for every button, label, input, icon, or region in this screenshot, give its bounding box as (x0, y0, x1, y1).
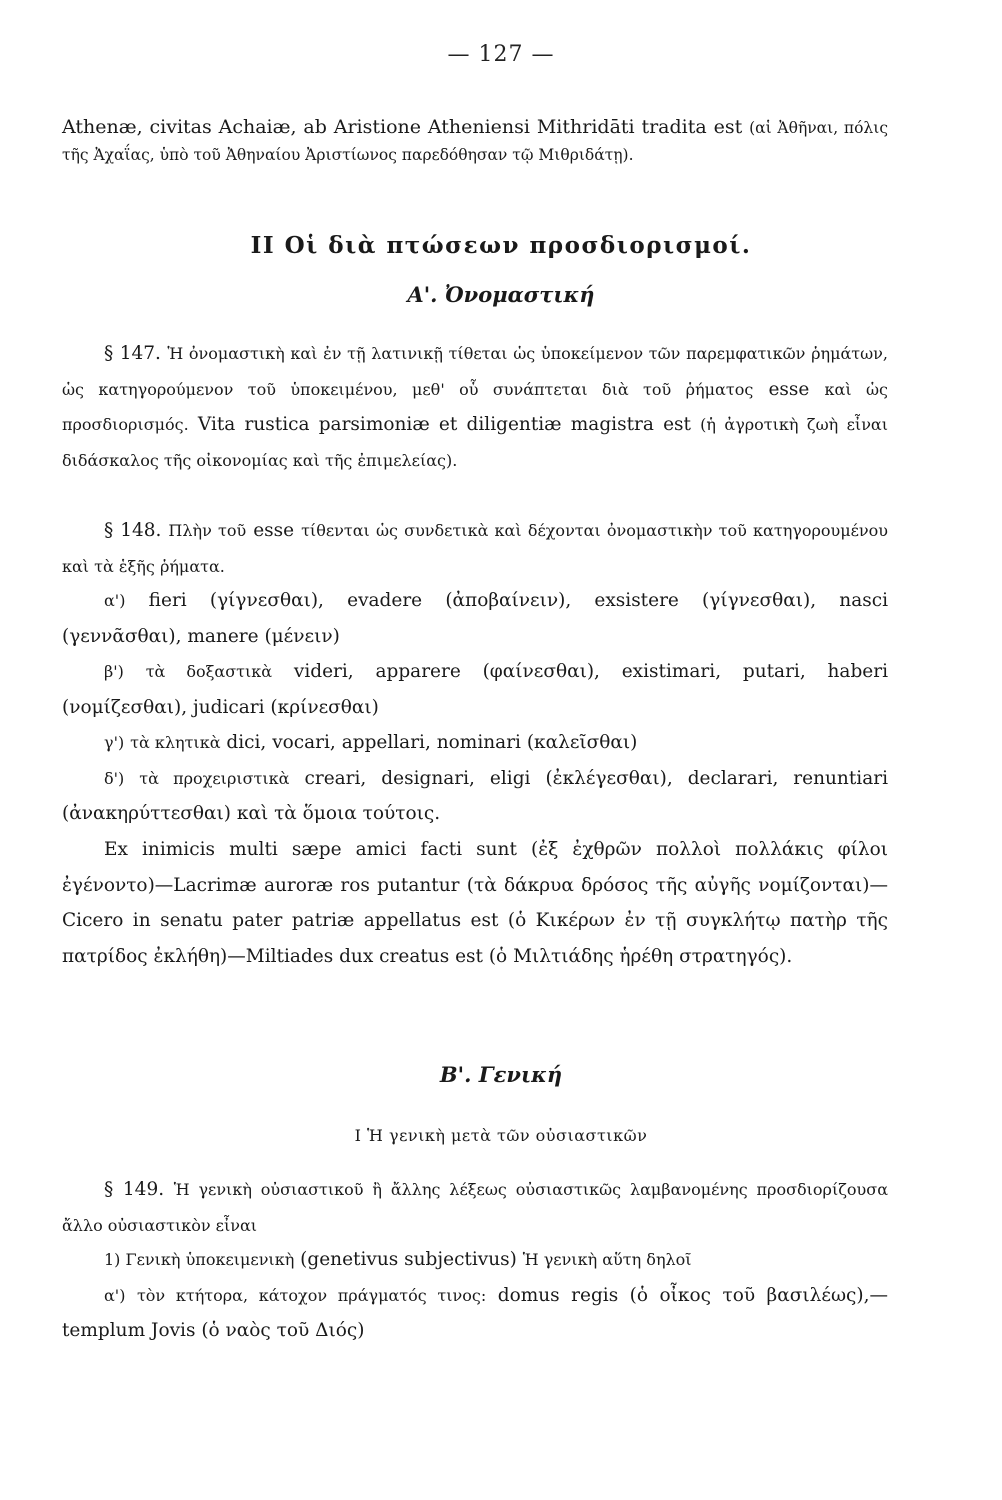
paragraph-149 (62, 1172, 888, 1243)
subsection-genitive: Β'. Γενική (439, 1062, 563, 1087)
paragraph-147 (62, 336, 888, 478)
p148-text-1: Πλὴν τοῦ (168, 521, 247, 540)
examples-paragraph (62, 832, 888, 974)
page-number: — 127 — (447, 42, 555, 67)
p149-text: Ἡ γενικὴ οὐσιαστικοῦ ἢ ἄλλης λέξεως οὐσιαστικῶς λαμβανομένης προσδιορίζουσα ἄλλο οὐσιαστικὸν εἶναι (62, 1180, 888, 1235)
list-item: α') fieri (γίγνεσθαι), evadere (ἀποβαίνειν), exsistere (γίγνεσθαι), nasci (γεννᾶσθαι), manere (μένειν) (62, 590, 888, 647)
intro-latin: Athenæ, civitas Achaiæ, ab Aristione Atheniensi Mithridāti tradita est (62, 116, 743, 138)
genitive-subjective (62, 1242, 888, 1349)
p147-text-2: καὶ ὡς προσδιορισμός. (62, 379, 888, 434)
p147-latin-example: Vita rustica parsimoniæ et diligentiæ magistra est (197, 414, 691, 435)
paragraph-148 (62, 513, 888, 584)
p147-text-3: (ἡ ἀγροτικὴ ζωὴ εἶναι διδάσκαλος τῆς οἰκονομίας καὶ τῆς ἐπιμελείας). (62, 415, 888, 470)
paragraph-number: § 147. (104, 343, 161, 364)
intro-greek: (αἱ Ἀθῆναι, πόλις τῆς Ἀχαΐας, ὑπὸ τοῦ Ἀθηναίου Ἀριστίωνος παρεδόθησαν τῷ Μιθριδάτῃ). (62, 119, 888, 164)
p148-text-2: τίθενται ὡς συνδετικὰ καὶ δέχονται ὀνομαστικὴν τοῦ κατηγορουμένου καὶ τὰ ἑξῆς ῥήματα. (62, 521, 889, 576)
section-title: II Οἱ διὰ πτώσεων προσδιορισμοί. (250, 232, 752, 259)
list-item: 1) Γενικὴ ὑποκειμενικὴ (genetivus subjectivus) Ἡ γενικὴ αὕτη δηλοῖ (104, 1249, 692, 1270)
examples-text: Ex inimicis multi sæpe amici facti sunt (ἐξ ἐχθρῶν πολλοὶ πολλάκις φίλοι ἐγένοντο)—Lacrimæ auroræ ros putantur (τὰ δάκρυα δρόσος τῆς αὐγῆς νομίζονται)—Cicero in senatu pater patriæ appellatus est (ὁ Κικέρων ἐν τῇ συγκλήτῳ πατὴρ τῆς πατρίδος ἐκλήθη)—Miltiades dux creatus est (ὁ Μιλτιάδης ἡρέθη στρατηγός). (62, 839, 888, 967)
verb-list (62, 583, 888, 832)
p148-esse: esse (253, 520, 295, 541)
list-item: α') τὸν κτήτορα, κάτοχον πράγματός τινος: domus regis (ὁ οἶκος τοῦ βασιλέως),—templum Jovis (ὁ ναὸς τοῦ Διός) (62, 1284, 888, 1341)
subsection-nominative: Α'. Ὀνομαστική (407, 282, 595, 307)
subsection-genitive-nouns: I Ἡ γενικὴ μετὰ τῶν οὐσιαστικῶν (354, 1126, 648, 1145)
list-item: β') τὰ δοξαστικὰ videri, apparere (φαίνεσθαι), existimari, putari, haberi (νομίζεσθαι), judicari (κρίνεσθαι) (62, 661, 888, 718)
list-item: δ') τὰ προχειριστικὰ creari, designari, eligi (ἐκλέγεσθαι), declarari, renuntiari (ἀνακηρύττεσθαι) καὶ τὰ ὅμοια τούτοις. (62, 767, 888, 824)
p147-esse: esse (768, 378, 810, 400)
intro-paragraph (62, 114, 888, 168)
p147-text-1: Ἡ ὀνομαστικὴ καὶ ἐν τῇ λατινικῇ τίθεται ὡς ὑποκείμενον τῶν παρεμφατικῶν ῥημάτων, ὡς κατηγορούμενον τοῦ ὑποκειμένου, μεθ' οὗ συνάπτεται διὰ τοῦ ῥήματος (62, 344, 888, 399)
paragraph-number: § 149. (104, 1179, 165, 1200)
list-item: γ') τὰ κλητικὰ dici, vocari, appellari, nominari (καλεῖσθαι) (104, 732, 638, 753)
paragraph-number: § 148. (104, 520, 162, 541)
